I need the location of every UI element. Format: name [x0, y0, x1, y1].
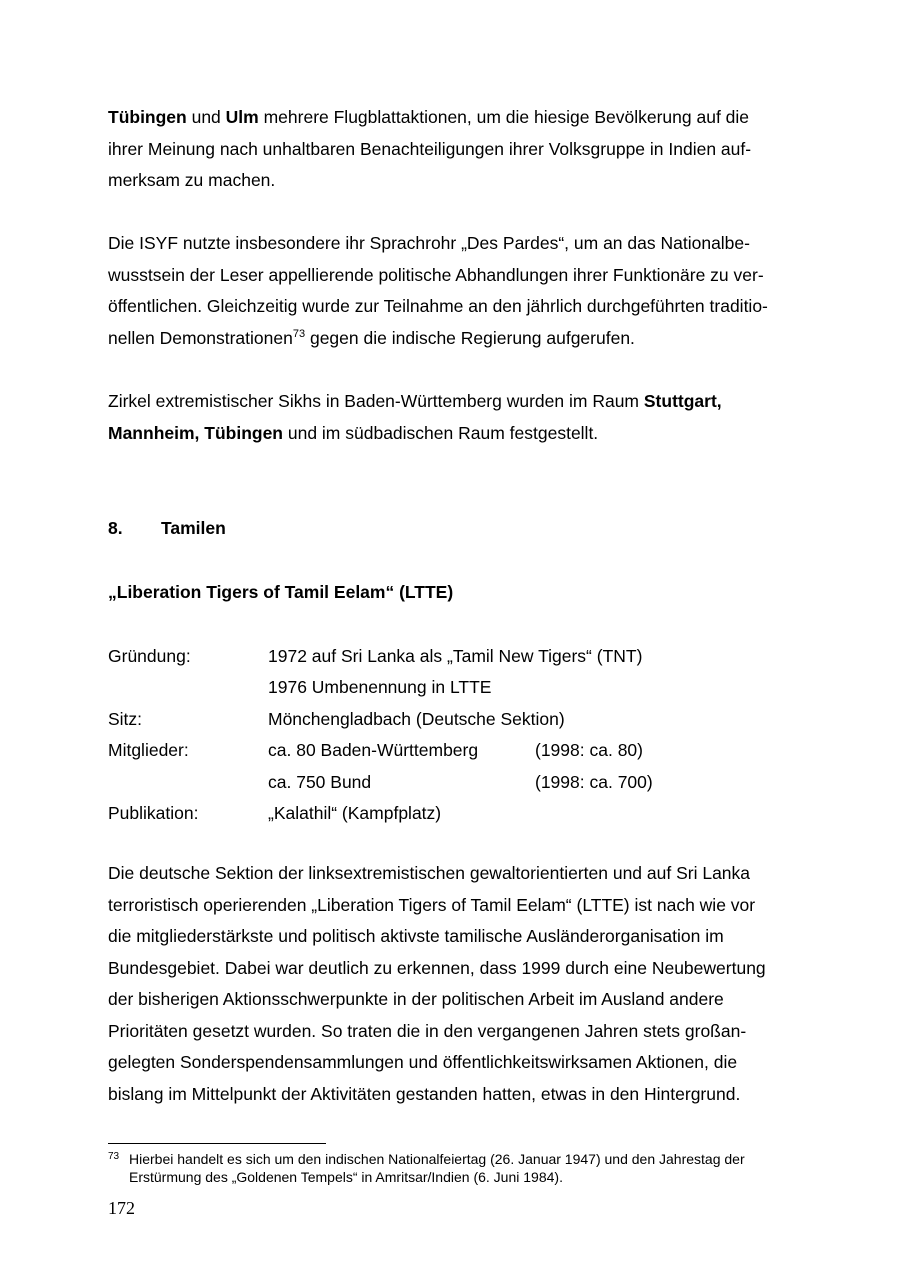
text-line: der bisherigen Aktionsschwerpunkte in der politischen Arbeit im Ausland andere: [108, 989, 724, 1009]
text-line: bislang im Mittelpunkt der Aktivitäten gestanden hatten, etwas in den Hintergrund.: [108, 1083, 741, 1104]
place-tuebingen: Tübingen: [108, 107, 187, 127]
organization-heading: „Liberation Tigers of Tamil Eelam“ (LTTE): [108, 582, 454, 602]
footnote-divider: [108, 1143, 326, 1144]
paragraph-ltte: [108, 858, 808, 1110]
paragraph-flyer-actions: [108, 102, 808, 197]
text-line: ihrer Meinung nach unhaltbaren Benachteiligungen ihrer Volksgruppe in Indien auf-: [108, 138, 752, 159]
footnote-line: Hierbei handelt es sich um den indischen Nationalfeiertag (26. Januar 1947) und den Jahrestag der: [129, 1151, 745, 1167]
text-line: Zirkel extremistischer Sikhs in Baden-Württemberg wurden im Raum Stuttgart,: [108, 391, 722, 411]
paragraph-sikh-circles: [108, 386, 808, 449]
text-line: Die ISYF nutzte insbesondere ihr Sprachrohr „Des Pardes“, um an das Nationalbe-: [108, 233, 750, 253]
text-line: gelegten Sonderspendensammlungen und öffentlichkeitswirksamen Aktionen, die: [108, 1052, 738, 1072]
paragraph-isyf: [108, 228, 808, 354]
places-mannheim-tuebingen: Mannheim, Tübingen: [108, 422, 283, 443]
text-line: Mannheim, Tübingen und im südbadischen Raum festgestellt.: [108, 422, 599, 443]
text-line: öffentlichen. Gleichzeitig wurde zur Teilnahme an den jährlich durchgeführten traditio-: [108, 296, 768, 316]
footnote-reference: 73: [292, 327, 306, 340]
text-line: Die deutsche Sektion der linksextremistischen gewaltorientierten und auf Sri Lanka: [108, 863, 751, 883]
footnote-line: Erstürmung des „Goldenen Tempels“ in Amritsar/Indien (6. Juni 1984).: [129, 1169, 563, 1185]
section-title: Tamilen: [161, 518, 226, 538]
text-line: wusstsein der Leser appellierende politische Abhandlungen ihrer Funktionäre zu ver-: [108, 264, 764, 285]
text-line: merksam zu machen.: [108, 170, 276, 190]
text-line: terroristisch operierenden „Liberation Tigers of Tamil Eelam“ (LTTE) ist nach wie vor: [108, 894, 756, 915]
footnote-number: 73: [108, 1151, 120, 1162]
text-line: Prioritäten gesetzt wurden. So traten die in den vergangenen Jahren stets großan-: [108, 1020, 747, 1041]
document-page: Tübingen und Ulm mehrere Flugblattaktionen, um die hiesige Bevölkerung auf die ihrer Meinung nach unhaltbaren Benachteiligungen ihrer Volksgruppe in Indien auf- merksam zu machen. Die ISYF nutzte insbesondere ihr Sprachrohr „Des Pardes“, um an das Nationalbe- wusstsein der Leser appellierende politische Abhandlungen ihrer Funktionäre zu ver- öffentlichen. Gleichzeitig wurde zur Teilnahme an den jährlich durchgeführten traditio- nellen Demonstrationen$^{73}$ gegen die indische Regierung aufgerufen. Zirkel extremistischer Sikhs in Baden-Württemberg wurden im Raum Stuttgart, Mannheim, Tübingen und im südbadischen Raum festgestellt. 8. Tamilen „Liberation Tigers of Tamil Eelam“ (LTTE) Gründung: 1972 auf Sri Lanka als „Tamil New Tigers“ (TNT) 1976 Umbenennung in LTTE Sitz: Mönchengladbach (Deutsche Sektion) Mitglieder: ca. 80 Baden-Württemberg (1998: ca. 80) ca. 750 Bund (1998: ca. 700) Publikation: „Kalathil“ (Kampfplatz) Die deutsche Sektion der linksextremistischen gewaltorientierten und auf Sri Lanka terroristisch operierenden „Liberation Tigers of Tamil Eelam“ (LTTE) ist nach wie vor die mitgliederstärkste und politisch aktivste tamilische Ausländerorganisation im Bundesgebiet. Dabei war deutlich zu erkennen, dass 1999 durch eine Neubewertung der bisherigen Aktionsschwerpunkte in der politischen Arbeit im Ausland andere Prioritäten gesetzt wurden. So traten die in den vergangenen Jahren stets großan- gelegten Sonderspendensammlungen und öffentlichkeitswirksamen Aktionen, die bislang im Mittelpunkt der Aktivitäten gestanden hatten, etwas in den Hintergrund. 73 Hierbei handelt es sich um den indischen Nationalfeiertag (26. Januar 1947) und den Jahrestag der Erstürmung des „Goldenen Tempels“ in Amritsar/Indien (6. Juni 1984). 172: [0, 0, 900, 1273]
text-line: Tübingen und Ulm mehrere Flugblattaktionen, um die hiesige Bevölkerung auf die: [108, 107, 750, 127]
place-stuttgart: Stuttgart,: [643, 391, 722, 411]
section-number: 8.: [108, 518, 123, 538]
section-heading: [108, 517, 226, 539]
text-line: nellen Demonstrationen$^{73}$ gegen die indische Regierung aufgerufen.: [108, 327, 635, 348]
text-line: die mitgliederstärkste und politisch aktivste tamilische Ausländerorganisation im: [108, 926, 724, 946]
text-line: Bundesgebiet. Dabei war deutlich zu erkennen, dass 1999 durch eine Neubewertung: [108, 957, 766, 978]
page-number: 172: [108, 1198, 135, 1218]
place-ulm: Ulm: [225, 107, 259, 127]
